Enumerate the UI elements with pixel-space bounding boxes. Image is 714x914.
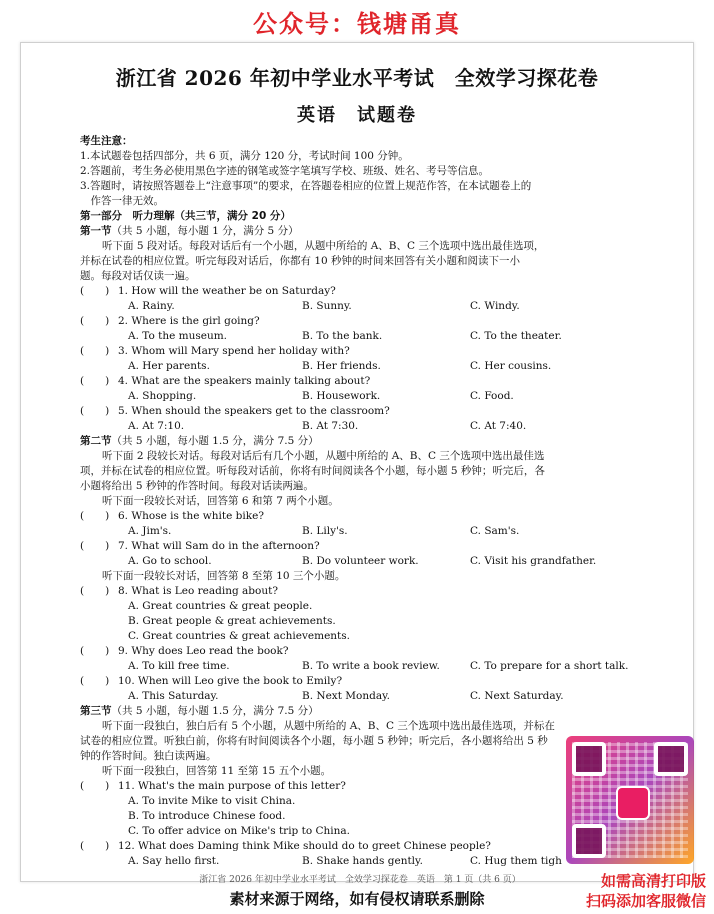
option-c: C. Next Saturday. [470, 690, 564, 702]
answer-blank[interactable]: ( ) [80, 375, 110, 387]
option-b: B. Shake hands gently. [302, 855, 423, 867]
option-a: A. Say hello first. [128, 855, 220, 867]
option-c: C. Her cousins. [470, 360, 552, 372]
options-row [80, 329, 640, 344]
option-c: C. Windy. [470, 300, 520, 312]
option-c: C. To offer advice on Mike's trip to China. [128, 825, 351, 837]
promo-line-1: 如需高清打印版 [600, 872, 706, 890]
option-b: B. Great people & great achievements. [128, 615, 336, 627]
question-11 [80, 779, 640, 794]
wechat-icon [616, 786, 650, 820]
sec1-heading: 第一节 [80, 225, 112, 237]
option-a: A. Go to school. [128, 555, 212, 567]
sec2-heading: 第二节 [80, 435, 112, 447]
question-text: 10. When will Leo give the book to Emily? [118, 675, 343, 687]
option-b: B. To the bank. [302, 330, 383, 342]
option-a: A. To the museum. [128, 330, 228, 342]
question-8 [80, 584, 640, 599]
monologue-instruction: 听下面一段独白，回答第 11 至第 15 五个小题。 [102, 765, 332, 777]
question-9 [80, 644, 640, 659]
question-text: 2. Where is the girl going? [118, 315, 260, 327]
options-row [80, 659, 640, 674]
option-a: A. Great countries & great people. [128, 600, 313, 612]
answer-blank[interactable]: ( ) [80, 585, 110, 597]
question-10 [80, 674, 640, 689]
question-text: 12. What does Daming think Mike should do to greet Chinese people? [118, 840, 491, 852]
option-b: B. Her friends. [302, 360, 381, 372]
option-a: A. Rainy. [128, 300, 175, 312]
option-a: A. Jim's. [128, 525, 172, 537]
sec1-intro: 题。每段对话仅读一遍。 [80, 270, 196, 282]
options-row [80, 854, 640, 869]
answer-blank[interactable]: ( ) [80, 645, 110, 657]
options-row [80, 524, 640, 539]
sec2-intro: 小题将给出 5 秒钟的作答时间。每段对话读两遍。 [80, 480, 314, 492]
option-c: C. To prepare for a short talk. [470, 660, 629, 672]
question-7 [80, 539, 640, 554]
option-b: B. Sunny. [302, 300, 352, 312]
option-c: C. Hug them tigh [470, 855, 562, 867]
option-c: C. Visit his grandfather. [470, 555, 597, 567]
option-c: C. At 7:40. [470, 420, 527, 432]
option-b: B. Housework. [302, 390, 381, 402]
options-row [80, 689, 640, 704]
option-c: C. Sam's. [470, 525, 520, 537]
option-a: A. At 7:10. [128, 420, 185, 432]
question-3 [80, 344, 640, 359]
qr-code-image[interactable] [566, 736, 694, 864]
question-text: 8. What is Leo reading about? [118, 585, 278, 597]
notice-line: 3.答题时，请按照答题卷上“注意事项”的要求，在答题卷相应的位置上规范作答，在本试题卷上的 [80, 180, 532, 192]
promo-line-2: 扫码添加客服微信 [585, 892, 706, 910]
option-b: B. Next Monday. [302, 690, 390, 702]
sec3-heading-row [80, 704, 640, 719]
question-text: 4. What are the speakers mainly talking about? [118, 375, 371, 387]
question-text: 11. What's the main purpose of this letter? [118, 780, 346, 792]
answer-blank[interactable]: ( ) [80, 780, 110, 792]
notice-line: 2.答题前，考生务必使用黑色字迹的钢笔或签字笔填写学校、班级、姓名、考号等信息。 [80, 165, 490, 177]
option-b: B. Do volunteer work. [302, 555, 419, 567]
options-row [80, 359, 640, 374]
option-b: B. To introduce Chinese food. [128, 810, 286, 822]
answer-blank[interactable]: ( ) [80, 345, 110, 357]
sec2-heading-row [80, 434, 640, 449]
question-4 [80, 374, 640, 389]
watermark-title: 公众号：钱塘甬真 [253, 10, 461, 38]
sec1-intro: 并标在试卷的相应位置。听完每段对话后，你都有 10 秒钟的时间来回答有关小题和阅读下一小 [80, 255, 521, 267]
option-c: C. Food. [470, 390, 514, 402]
sec3-intro: 听下面一段独白，独白后有 5 个小题，从题中所给的 A、B、C 三个选项中选出最佳选项，并标在 [102, 720, 555, 732]
sec2-intro: 项，并标在试卷的相应位置。听每段对话前，你将有时间阅读各个小题，每小题 5 秒钟；听完后，各 [80, 465, 545, 477]
option-a: A. Her parents. [128, 360, 210, 372]
exam-content [80, 134, 640, 869]
options-row [80, 389, 640, 404]
question-text: 1. How will the weather be on Saturday? [118, 285, 336, 297]
answer-blank[interactable]: ( ) [80, 675, 110, 687]
question-6 [80, 509, 640, 524]
answer-blank[interactable]: ( ) [80, 285, 110, 297]
page-footer: 浙江省 2026 年初中学业水平考试 全效学习探花卷 英语 第 1 页（共 6 页） [199, 875, 521, 885]
source-disclaimer: 素材来源于网络，如有侵权请联系删除 [229, 890, 485, 908]
sec2-heading-note: （共 5 小题，每小题 1.5 分，满分 7.5 分） [111, 435, 319, 447]
sec3-heading-note: （共 5 小题，每小题 1.5 分，满分 7.5 分） [111, 705, 319, 717]
option-a: A. To invite Mike to visit China. [128, 795, 296, 807]
qr-finder [572, 824, 606, 858]
qr-finder [572, 742, 606, 776]
option-c: C. Great countries & great achievements. [128, 630, 350, 642]
exam-title: 浙江省 2026 年初中学业水平考试 全效学习探花卷 [115, 66, 599, 90]
question-5 [80, 404, 640, 419]
option-b: B. To write a book review. [302, 660, 440, 672]
question-text: 6. Whose is the white bike? [118, 510, 264, 522]
dialogue-instruction: 听下面一段较长对话，回答第 6 和第 7 两个小题。 [102, 495, 339, 507]
question-text: 5. When should the speakers get to the classroom? [118, 405, 390, 417]
options-row [80, 554, 640, 569]
notice-line: 1.本试题卷包括四部分，共 6 页，满分 120 分，考试时间 100 分钟。 [80, 150, 409, 162]
exam-subtitle: 英语 试题卷 [297, 105, 417, 126]
options-row [80, 299, 640, 314]
answer-blank[interactable]: ( ) [80, 315, 110, 327]
question-1 [80, 284, 640, 299]
answer-blank[interactable]: ( ) [80, 540, 110, 552]
question-text: 9. Why does Leo read the book? [118, 645, 289, 657]
option-b: B. Lily's. [302, 525, 348, 537]
notice-line: 作答一律无效。 [80, 195, 164, 207]
answer-blank[interactable]: ( ) [80, 405, 110, 417]
answer-blank[interactable]: ( ) [80, 510, 110, 522]
question-12 [80, 839, 640, 854]
sec2-intro: 听下面 2 段较长对话。每段对话后有几个小题，从题中所给的 A、B、C 三个选项中选出最佳选 [102, 450, 545, 462]
question-text: 3. Whom will Mary spend her holiday with? [118, 345, 350, 357]
sec1-intro: 听下面 5 段对话。每段对话后有一个小题，从题中所给的 A、B、C 三个选项中选出最佳选项， [102, 240, 545, 252]
sec1-heading-note: （共 5 小题，每小题 1 分，满分 5 分） [111, 225, 299, 237]
option-c: C. To the theater. [470, 330, 562, 342]
question-2 [80, 314, 640, 329]
options-row [80, 419, 640, 434]
part1-heading: 第一部分 听力理解（共三节，满分 20 分） [80, 210, 291, 222]
notice-heading: 考生注意： [80, 135, 133, 147]
sec3-heading: 第三节 [80, 705, 112, 717]
option-a: A. To kill free time. [128, 660, 230, 672]
sec1-heading-row [80, 224, 640, 239]
sec3-intro: 试卷的相应位置。听独白前，你将有时间阅读各个小题，每小题 5 秒钟；听完后，各小题将给出 5 秒 [80, 735, 548, 747]
sec3-intro: 钟的作答时间。独白读两遍。 [80, 750, 217, 762]
qr-finder [654, 742, 688, 776]
question-text: 7. What will Sam do in the afternoon? [118, 540, 320, 552]
option-a: A. This Saturday. [128, 690, 219, 702]
option-b: B. At 7:30. [302, 420, 359, 432]
dialogue-instruction: 听下面一段较长对话，回答第 8 至第 10 三个小题。 [102, 570, 346, 582]
answer-blank[interactable]: ( ) [80, 840, 110, 852]
option-a: A. Shopping. [128, 390, 197, 402]
